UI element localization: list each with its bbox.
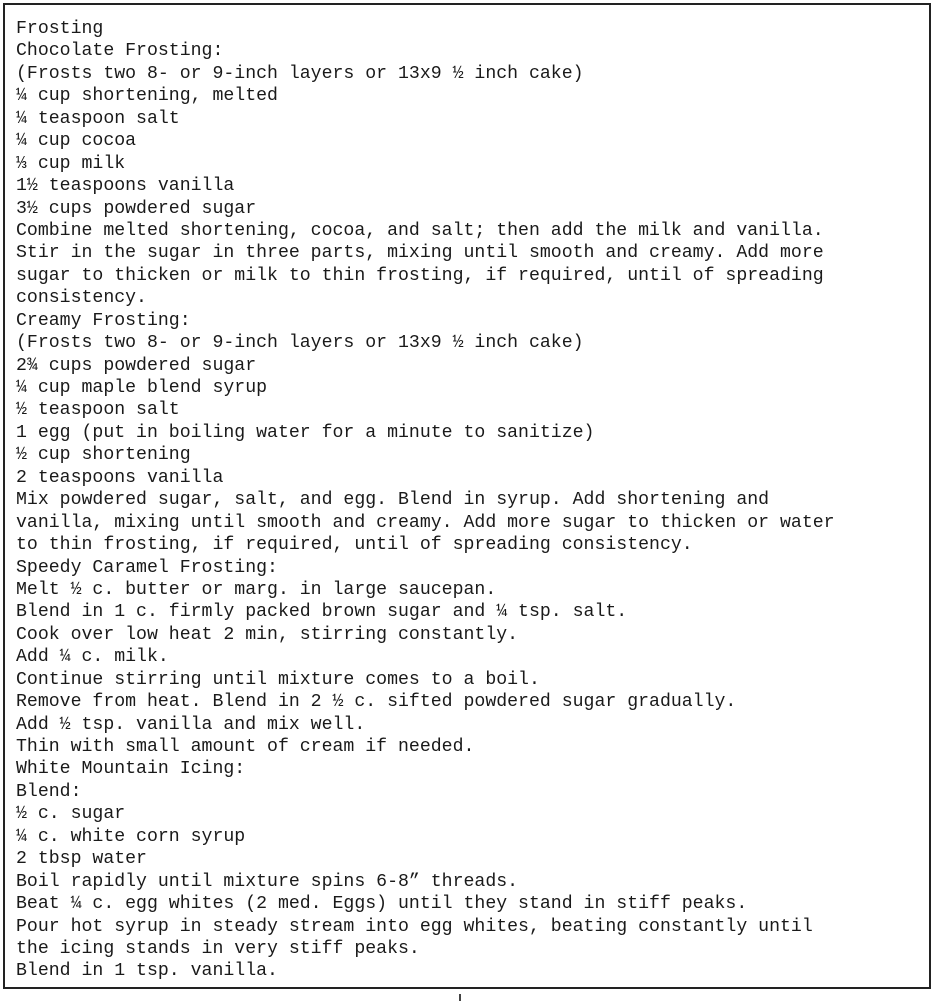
instruction-line: Cook over low heat 2 min, stirring constantly. <box>16 624 519 645</box>
instruction-line: Add ½ tsp. vanilla and mix well. <box>16 714 366 735</box>
recipe-heading: Chocolate Frosting: <box>16 41 224 62</box>
page-edge-mark <box>459 994 461 1001</box>
ingredient-line: ½ teaspoon salt <box>16 400 180 421</box>
instruction-line: Blend in 1 c. firmly packed brown sugar and ¼ tsp. salt. <box>16 602 628 623</box>
instruction-line: Beat ¼ c. egg whites (2 med. Eggs) until they stand in stiff peaks. <box>16 894 748 915</box>
text-line: (Frosts two 8- or 9-inch layers or 13x9 ½ inch cake) <box>16 333 584 354</box>
instruction-line: vanilla, mixing until smooth and creamy. Add more sugar to thicken or water <box>16 512 835 533</box>
instruction-line: Pour hot syrup in steady stream into egg whites, beating constantly until <box>16 916 813 937</box>
instruction-line: sugar to thicken or milk to thin frosting, if required, until of spreading <box>16 265 824 286</box>
instruction-line: Combine melted shortening, cocoa, and salt; then add the milk and vanilla. <box>16 220 824 241</box>
instruction-line: consistency. <box>16 288 147 309</box>
instruction-line: Thin with small amount of cream if needed. <box>16 737 475 757</box>
instruction-line: Stir in the sugar in three parts, mixing until smooth and creamy. Add more <box>16 243 824 264</box>
ingredient-line: ¼ cup maple blend syrup <box>16 378 268 398</box>
text-line: Blend: <box>16 781 82 802</box>
instruction-line: Continue stirring until mixture comes to a boil. <box>16 669 540 690</box>
recipe-document <box>3 3 931 989</box>
ingredient-line: ½ cup shortening <box>16 445 191 466</box>
recipe-text <box>16 18 835 983</box>
ingredient-line: 2¾ cups powdered sugar <box>16 355 257 376</box>
ingredient-line: ¼ cup shortening, melted <box>16 86 278 107</box>
instruction-line: the icing stands in very stiff peaks. <box>16 938 420 959</box>
instruction-line: Melt ½ c. butter or marg. in large saucepan. <box>16 579 497 600</box>
instruction-line: Add ¼ c. milk. <box>16 647 169 668</box>
recipe-heading: Creamy Frosting: <box>16 310 191 331</box>
ingredient-line: ½ c. sugar <box>16 804 126 825</box>
instruction-line: to thin frosting, if required, until of spreading consistency. <box>16 535 693 556</box>
ingredient-line: 2 tbsp water <box>16 849 147 870</box>
section-title: Frosting <box>16 19 104 39</box>
ingredient-line: ¼ c. white corn syrup <box>16 826 246 847</box>
ingredient-line: ⅓ cup milk <box>16 153 126 174</box>
ingredient-line: ¼ cup cocoa <box>16 131 137 152</box>
instruction-line: Remove from heat. Blend in 2 ½ c. sifted powdered sugar gradually. <box>16 692 737 713</box>
ingredient-line: 3½ cups powdered sugar <box>16 198 257 219</box>
recipe-heading: White Mountain Icing: <box>16 759 246 780</box>
ingredient-line: 2 teaspoons vanilla <box>16 467 224 488</box>
instruction-line: Blend in 1 tsp. vanilla. <box>16 961 278 982</box>
recipe-heading: Speedy Caramel Frosting: <box>16 557 278 578</box>
instruction-line: Boil rapidly until mixture spins 6-8” threads. <box>16 871 519 892</box>
ingredient-line: 1½ teaspoons vanilla <box>16 176 235 197</box>
ingredient-line: ¼ teaspoon salt <box>16 108 180 129</box>
instruction-line: Mix powdered sugar, salt, and egg. Blend in syrup. Add shortening and <box>16 490 770 511</box>
text-line: (Frosts two 8- or 9-inch layers or 13x9 ½ inch cake) <box>16 63 584 84</box>
ingredient-line: 1 egg (put in boiling water for a minute to sanitize) <box>16 422 595 443</box>
